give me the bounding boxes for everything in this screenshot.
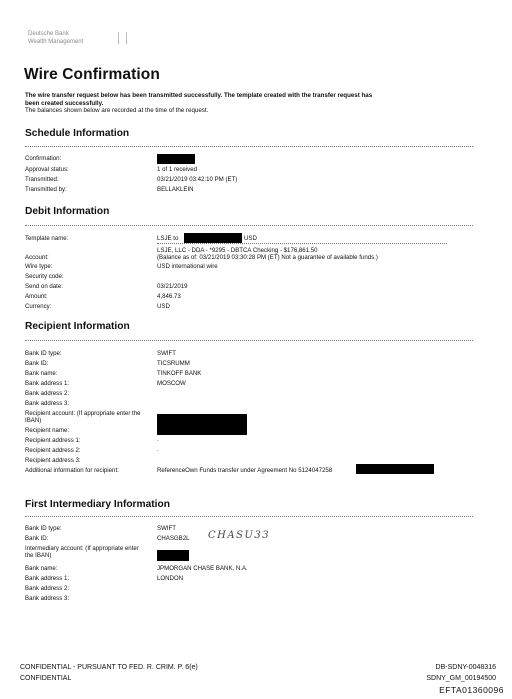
send-on-date-value: 03/21/2019 — [157, 283, 188, 290]
transmitted-by-label: Transmitted by: — [25, 186, 67, 193]
recipient-address-3-label: Recipient address 3: — [25, 457, 81, 464]
redaction-block — [184, 233, 242, 243]
intermediary-bank-address-1-label: Bank address 1: — [25, 575, 70, 582]
intermediary-account-label: Intermediary account: (If appropriate enter the IBAN) — [25, 545, 139, 559]
wire-type-value: USD international wire — [157, 263, 218, 270]
intermediary-bank-name-value: JPMORGAN CHASE BANK, N.A. — [157, 565, 248, 572]
recipient-bank-address-1-value: MOSCOW — [157, 380, 186, 387]
recipient-bank-name-value: TINKOFF BANK — [157, 370, 202, 377]
logo-mark-icon — [118, 32, 127, 44]
redaction-block — [157, 414, 247, 435]
approval-status-value: 1 of 1 received — [157, 166, 197, 173]
divider — [25, 516, 473, 517]
recipient-bank-id-type-value: SWIFT — [157, 350, 176, 357]
debit-heading: Debit Information — [25, 206, 110, 217]
transmitted-label: Transmitted: — [25, 176, 59, 183]
redaction-block — [157, 550, 189, 561]
intermediary-bank-id-type-label: Bank ID type: — [25, 525, 62, 532]
redaction-block — [356, 464, 434, 474]
template-name-label: Template name: — [25, 235, 69, 242]
recipient-bank-id-label: Bank ID: — [25, 360, 49, 367]
recipient-bank-name-label: Bank name: — [25, 370, 58, 377]
currency-value: USD — [157, 303, 170, 310]
intermediary-bank-address-3-label: Bank address 3: — [25, 595, 70, 602]
transmitted-value: 03/21/2019 03:42:10 PM (ET) — [157, 176, 238, 183]
recipient-heading: Recipient Information — [25, 321, 130, 332]
divider — [25, 146, 473, 147]
intermediary-bank-id-type-value: SWIFT — [157, 525, 176, 532]
security-code-label: Security code: — [25, 273, 64, 280]
additional-info-label: Additional information for recipient: — [25, 467, 119, 474]
confidential-line-1: CONFIDENTIAL - PURSUANT TO FED. R. CRIM. P. 6(e) — [20, 664, 198, 671]
approval-status-label: Approval status: — [25, 166, 69, 173]
recipient-bank-id-type-label: Bank ID type: — [25, 350, 62, 357]
recipient-address-2-value: . — [157, 446, 159, 453]
intro-text — [25, 92, 425, 115]
schedule-heading: Schedule Information — [25, 128, 130, 139]
intermediary-bank-address-1-value: LONDON — [157, 575, 184, 582]
redaction-block — [157, 154, 195, 164]
intro-line-2: been created successfully. — [25, 99, 104, 107]
recipient-bank-id-value: TICSRUMM — [157, 360, 190, 367]
efta-number: EFTA01360096 — [439, 685, 504, 695]
confidential-line-2: CONFIDENTIAL — [20, 675, 72, 682]
bank-logo — [28, 30, 83, 46]
amount-value: 4,846.73 — [157, 293, 181, 300]
recipient-address-1-value: . — [157, 436, 159, 443]
amount-label: Amount: — [25, 293, 48, 300]
divider — [25, 225, 473, 226]
account-line-2: (Balance as of: 03/21/2019 03:30:28 PM (ET) Not a guarantee of available funds.) — [157, 254, 378, 261]
intermediary-bank-id-value: CHASGB2L — [157, 535, 190, 542]
recipient-bank-address-3-label: Bank address 3: — [25, 400, 70, 407]
recipient-name-label: Recipient name: — [25, 427, 70, 434]
account-line-1: LSJE, LLC - DDA - *9295 - DBTCA Checking - $176,861.50 — [157, 247, 318, 254]
confirmation-label: Confirmation: — [25, 155, 62, 162]
recipient-account-label: Recipient account: (If appropriate enter the IBAN) — [25, 410, 141, 424]
send-on-date-label: Send on date: — [25, 283, 63, 290]
intro-line-3: The balances shown below are recorded at the time of the request. — [25, 107, 209, 115]
intermediary-bank-name-label: Bank name: — [25, 565, 58, 572]
handwritten-note: CHASU33 — [208, 530, 271, 541]
intermediary-bank-address-2-label: Bank address 2: — [25, 585, 70, 592]
transmitted-by-value: BELLAKLEIN — [157, 186, 194, 193]
recipient-address-2-label: Recipient address 2: — [25, 447, 81, 454]
template-name-prefix: LSJE to — [157, 235, 179, 242]
additional-info-value: ReferenceOwn Funds transfer under Agreement No 5124047258 — [157, 467, 333, 474]
divider — [25, 340, 473, 341]
recipient-address-1-label: Recipient address 1: — [25, 437, 81, 444]
intermediary-bank-id-label: Bank ID: — [25, 535, 49, 542]
recipient-bank-address-2-label: Bank address 2: — [25, 390, 70, 397]
account-label: Account: — [25, 254, 49, 261]
intermediary-heading: First Intermediary Information — [25, 499, 170, 510]
logo-line-1: Deutsche Bank — [28, 31, 69, 37]
currency-label: Currency: — [25, 303, 52, 310]
bates-number-2: SDNY_GM_00194500 — [426, 675, 496, 682]
template-underline — [157, 243, 447, 244]
recipient-bank-address-1-label: Bank address 1: — [25, 380, 70, 387]
page-title: Wire Confirmation — [24, 66, 160, 83]
intro-line-1: The wire transfer request below has been transmitted successfully. The template created with the transfer request has — [25, 92, 373, 99]
wire-type-label: Wire type: — [25, 263, 53, 270]
bates-number-1: DB-SDNY-0048316 — [435, 664, 496, 671]
logo-line-2: Wealth Management — [28, 39, 84, 45]
template-name-suffix: USD — [244, 235, 257, 242]
